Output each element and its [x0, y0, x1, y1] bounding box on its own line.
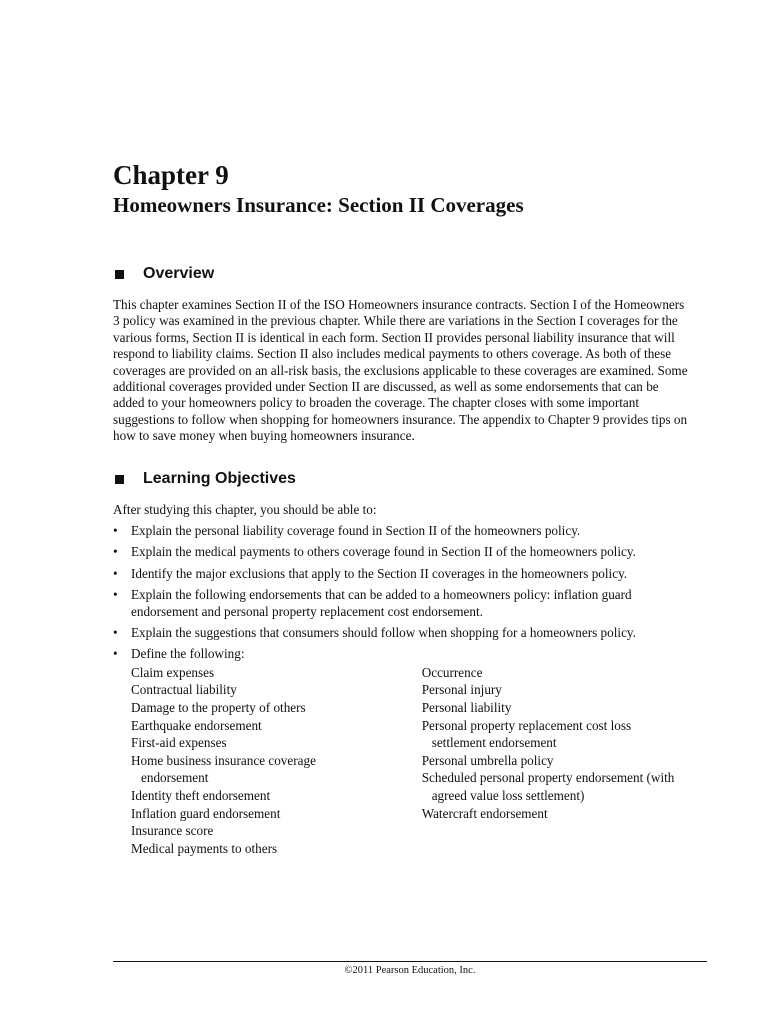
bullet-dot-icon: • [113, 523, 118, 538]
bullet-dot-icon: • [113, 544, 118, 560]
chapter-number: Chapter 9 [113, 160, 229, 190]
objectives-intro: After studying this chapter, you should be able to: [113, 502, 377, 517]
key-term: Personal liability [421, 700, 512, 716]
objective-text: Define the following: [131, 646, 245, 662]
objective-text: Identify the major exclusions that apply to the Section II coverages in the homeowners policy. [131, 565, 628, 581]
objective-item [113, 646, 693, 857]
objective-item [113, 544, 693, 560]
key-term: Scheduled personal property endorsement (with [421, 770, 675, 786]
key-term: Damage to the property of others [131, 700, 306, 716]
key-term: Personal injury [421, 682, 502, 698]
key-term-continuation [422, 787, 693, 805]
key-term-continuation-text: settlement endorsement [431, 735, 557, 751]
key-term: Insurance score [131, 823, 214, 839]
key-term-continuation-text: endorsement [141, 770, 209, 786]
key-term: Claim expenses [131, 664, 215, 680]
objective-text: Explain the personal liability coverage found in Section II of the homeowners policy. [131, 523, 581, 538]
objective-item [113, 625, 693, 641]
objective-text: Explain the suggestions that consumers should follow when shopping for a homeowners policy. [131, 625, 636, 641]
key-terms [131, 664, 693, 858]
objective-text: Explain the medical payments to others coverage found in Section II of the homeowners policy. [131, 544, 636, 560]
key-term: Watercraft endorsement [421, 805, 548, 821]
objective-item [113, 523, 693, 539]
key-term: Personal umbrella policy [421, 752, 554, 768]
key-term-continuation [131, 769, 422, 787]
key-term-continuation [422, 734, 693, 752]
key-term: Medical payments to others [131, 840, 278, 856]
bullet-dot-icon: • [113, 587, 118, 603]
objectives-list [113, 523, 693, 862]
key-term-continuation-text: agreed value loss settlement) [431, 788, 585, 803]
objective-item [113, 587, 693, 620]
objective-text: Explain the following endorsements that can be added to a homeowners policy: inflation guard endorsement and personal property replacement cost endorsement. [131, 587, 632, 619]
overview-heading [113, 264, 214, 284]
overview-heading-label: Overview [143, 265, 215, 282]
copyright-footer: ©2011 Pearson Education, Inc. [344, 965, 476, 976]
objective-item [113, 566, 693, 582]
key-terms-left-column [131, 664, 422, 858]
key-term: Personal property replacement cost loss [421, 717, 632, 733]
learning-objectives-heading-label: Learning Objectives [143, 470, 296, 487]
footer-divider [113, 961, 707, 962]
key-term: Contractual liability [131, 682, 237, 698]
bullet-dot-icon: • [113, 625, 118, 641]
overview-paragraph: This chapter examines Section II of the ISO Homeowners insurance contracts. Section I of the Homeowners 3 policy was examined in the previous chapter. While there are variations in the Section I coverages for the various forms, Section II is identical in each form. Section II provides personal liability insurance that will respond to liability claims. Section II also includes medical payments to others coverage. As both of these coverages are provided on an all-risk basis, the exclusions applicable to these coverages are examined. Some additional coverages provided under Section II are discussed, as well as some endorsements that can be added to your homeowners policy to broaden the coverage. The chapter closes with some important suggestions to follow when shopping for homeowners insurance. The appendix to Chapter 9 provides tips on how to save money when buying homeowners insurance. [113, 297, 688, 444]
key-term: Earthquake endorsement [131, 717, 262, 733]
key-term: Identity theft endorsement [131, 788, 271, 803]
square-bullet-icon [115, 270, 124, 279]
key-term: First-aid expenses [131, 735, 227, 751]
key-term: Inflation guard endorsement [131, 805, 281, 821]
key-term: Home business insurance coverage [131, 752, 316, 768]
bullet-dot-icon: • [113, 565, 118, 581]
chapter-title: Homeowners Insurance: Section II Coverages [113, 193, 524, 217]
key-term: Occurrence [421, 664, 483, 680]
learning-objectives-heading [113, 469, 296, 489]
bullet-dot-icon: • [113, 646, 118, 662]
key-terms-right-column [422, 664, 693, 858]
square-bullet-icon [115, 475, 124, 484]
